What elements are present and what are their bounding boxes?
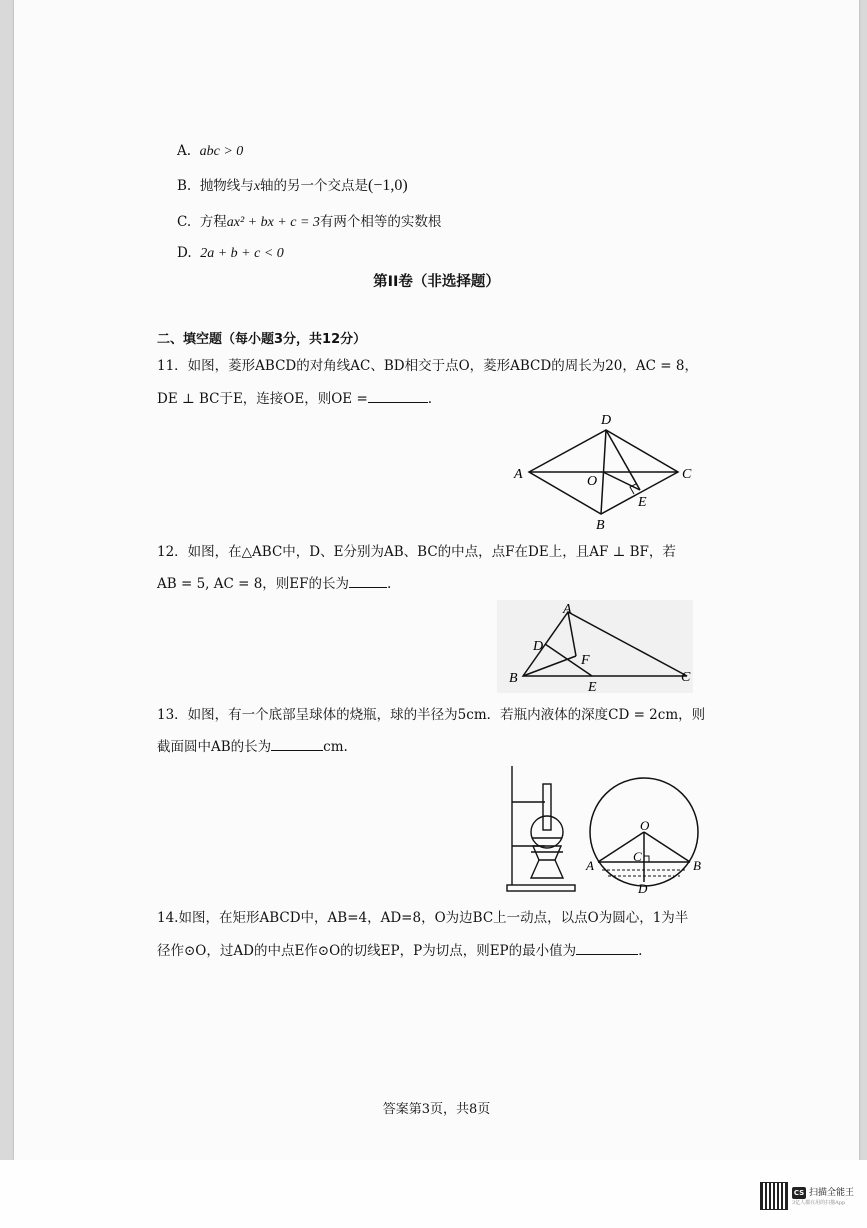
scanner-badge (760, 1180, 854, 1212)
fig11-label-o: O (587, 474, 598, 489)
fig13-label-b: B (693, 858, 701, 873)
fig11-label-e: E (638, 495, 647, 510)
q11-line1: 11．如图，菱形ABCD的对角线AC、BD相交于点O，菱形ABCD的周长为20，AC = 8， (157, 358, 698, 374)
q11-line2: DE ⊥ BC于E，连接OE，则OE = . (157, 388, 432, 409)
q12-answer-blank[interactable] (349, 573, 387, 588)
fig13-label-o: O (640, 818, 650, 833)
fig11-label-c: C (682, 467, 692, 482)
option-c: C. 方程ax² + bx + c = 3有两个相等的实数根 (177, 214, 442, 230)
answer-sheet-page (14, 0, 859, 1160)
q12-line2: AB = 5, AC = 8，则EF的长为 . (157, 573, 391, 594)
section-title: 第II卷（非选择题） (373, 274, 500, 290)
q13-answer-blank[interactable] (271, 736, 323, 751)
qr-code-icon (760, 1182, 788, 1210)
fig12-label-e: E (588, 680, 597, 693)
fig12-label-a: A (563, 602, 572, 617)
q14-line2: 径作⊙O，过AD的中点E作⊙O的切线EP，P为切点，则EP的最小值为 . (157, 940, 642, 961)
fig11-rhombus-diagram (504, 408, 704, 533)
part-title: 二、填空题（每小题3分，共12分） (157, 332, 367, 347)
option-b: B. 抛物线与x轴的另一个交点是(−1,0) (177, 177, 408, 194)
fig13-circle-diagram (582, 770, 712, 895)
fig11-label-d: D (601, 413, 612, 428)
q11-answer-blank[interactable] (368, 388, 428, 403)
q14-line1: 14.如图，在矩形ABCD中，AB=4，AD=8，O为边BC上一动点，以点O为圆心，1为半 (157, 910, 689, 926)
option-a: A. abc > 0 (177, 143, 244, 159)
badge-subtitle: 3亿人都在用的扫描App (792, 1199, 846, 1206)
fig12-label-f: F (581, 653, 590, 668)
fig11-label-a: A (514, 467, 523, 482)
fig12-triangle-diagram (497, 600, 693, 693)
q13-line2: 截面圆中AB的长为 cm. (157, 736, 348, 757)
page-footer: 答案第3页，共8页 (382, 1102, 491, 1117)
fig12-label-d: D (533, 639, 544, 654)
camscanner-logo-icon: CS (793, 1188, 805, 1197)
q14-answer-blank[interactable] (576, 940, 638, 955)
fig13-flask-diagram (501, 760, 581, 895)
fig13-label-c: C (633, 849, 642, 864)
fig12-label-b: B (509, 671, 518, 686)
badge-name: 扫描全能王 (809, 1187, 855, 1198)
fig12-label-c: C (681, 670, 691, 685)
option-d: D. 2a + b + c < 0 (177, 245, 284, 261)
scan-margin (0, 1160, 867, 1228)
q12-line1: 12．如图，在△ABC中，D、E分别为AB、BC的中点，点F在DE上，且AF ⊥ BF，若 (157, 544, 676, 560)
fig13-label-d: D (638, 881, 648, 895)
fig11-label-b: B (596, 518, 605, 533)
q13-line1: 13．如图，有一个底部呈球体的烧瓶，球的半径为5cm．若瓶内液体的深度CD = 2cm，则 (157, 707, 706, 723)
fig13-label-a: A (586, 858, 594, 873)
